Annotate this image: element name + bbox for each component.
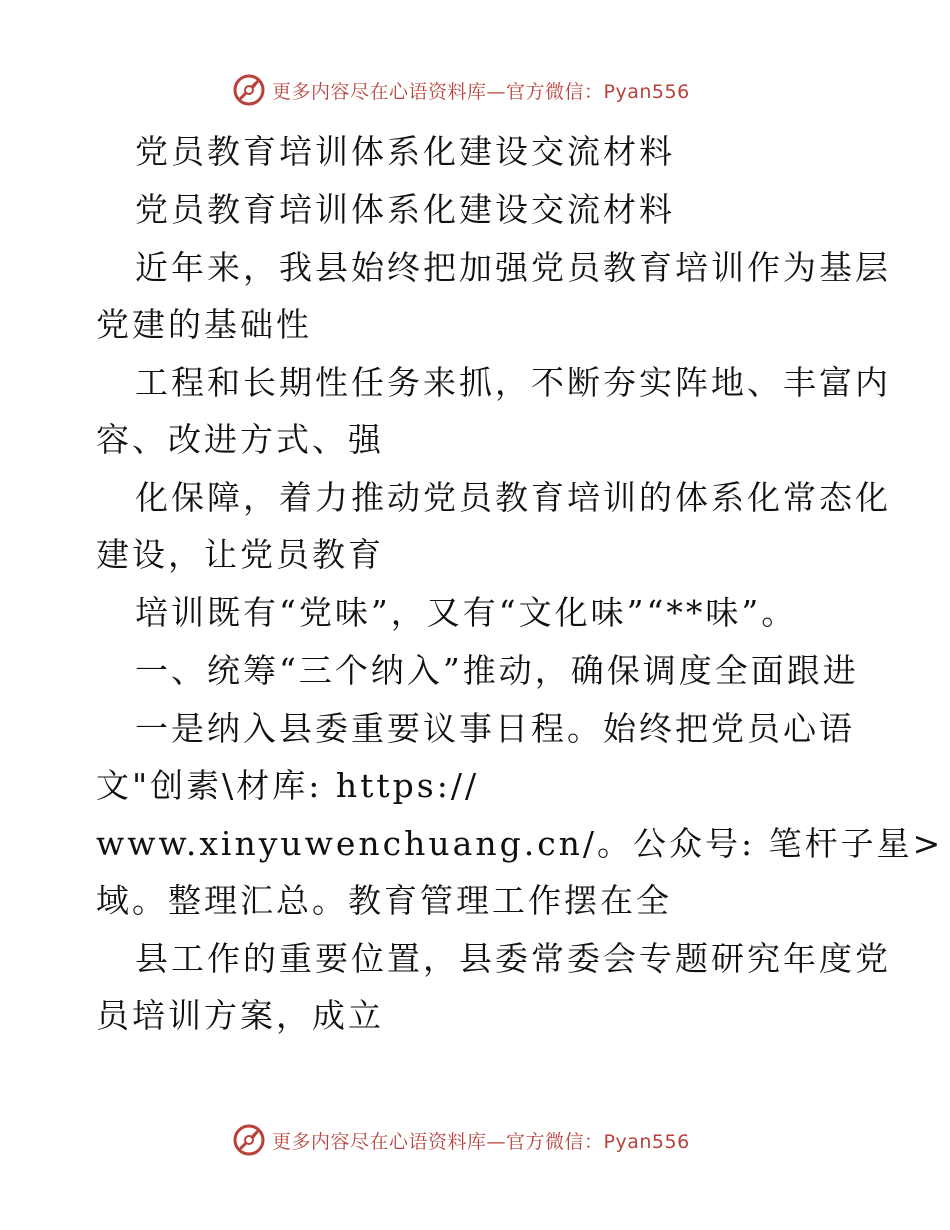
paragraph-line: 域。整理汇总。教育管理工作摆在全: [96, 881, 672, 920]
document-title: 党员教育培训体系化建设交流材料: [135, 132, 675, 171]
watermark-text: 更多内容尽在心语资料库—官方微信：Pyan556: [272, 1130, 690, 1153]
paragraph-line: 县工作的重要位置，县委常委会专题研究年度党: [135, 939, 891, 978]
paragraph-line: 文"创素\材库: https://: [96, 766, 480, 805]
paragraph-line: 近年来，我县始终把加强党员教育培训作为基层: [135, 248, 891, 287]
paragraph-line: 容、改进方式、强: [96, 420, 384, 459]
quill-logo-icon: [232, 73, 266, 107]
section-heading: 一、统筹“三个纳入”推动，确保调度全面跟进: [135, 651, 859, 690]
paragraph-line: 培训既有“党味”，又有“文化味”“**味”。: [135, 593, 798, 632]
paragraph-line: 员培训方案，成立: [96, 996, 384, 1035]
paragraph-line: 工程和长期性任务来抓，不断夯实阵地、丰富内: [135, 363, 891, 402]
paragraph-line: 建设，让党员教育: [96, 535, 384, 574]
paragraph-line: 党建的基础性: [96, 305, 312, 344]
paragraph-line: 化保障，着力推动党员教育培训的体系化常态化: [135, 478, 891, 517]
watermark-text: 更多内容尽在心语资料库—官方微信：Pyan556: [272, 80, 690, 103]
header-watermark: [232, 70, 690, 110]
footer-watermark: [232, 1120, 690, 1160]
document-subtitle: 党员教育培训体系化建设交流材料: [135, 190, 675, 229]
quill-logo-icon: [232, 1123, 266, 1157]
paragraph-line: 一是纳入县委重要议事日程。始终把党员心语: [135, 709, 855, 748]
paragraph-line: www.xinyuwenchuang.cn/。公众号: 笔杆子星>: [96, 824, 944, 863]
